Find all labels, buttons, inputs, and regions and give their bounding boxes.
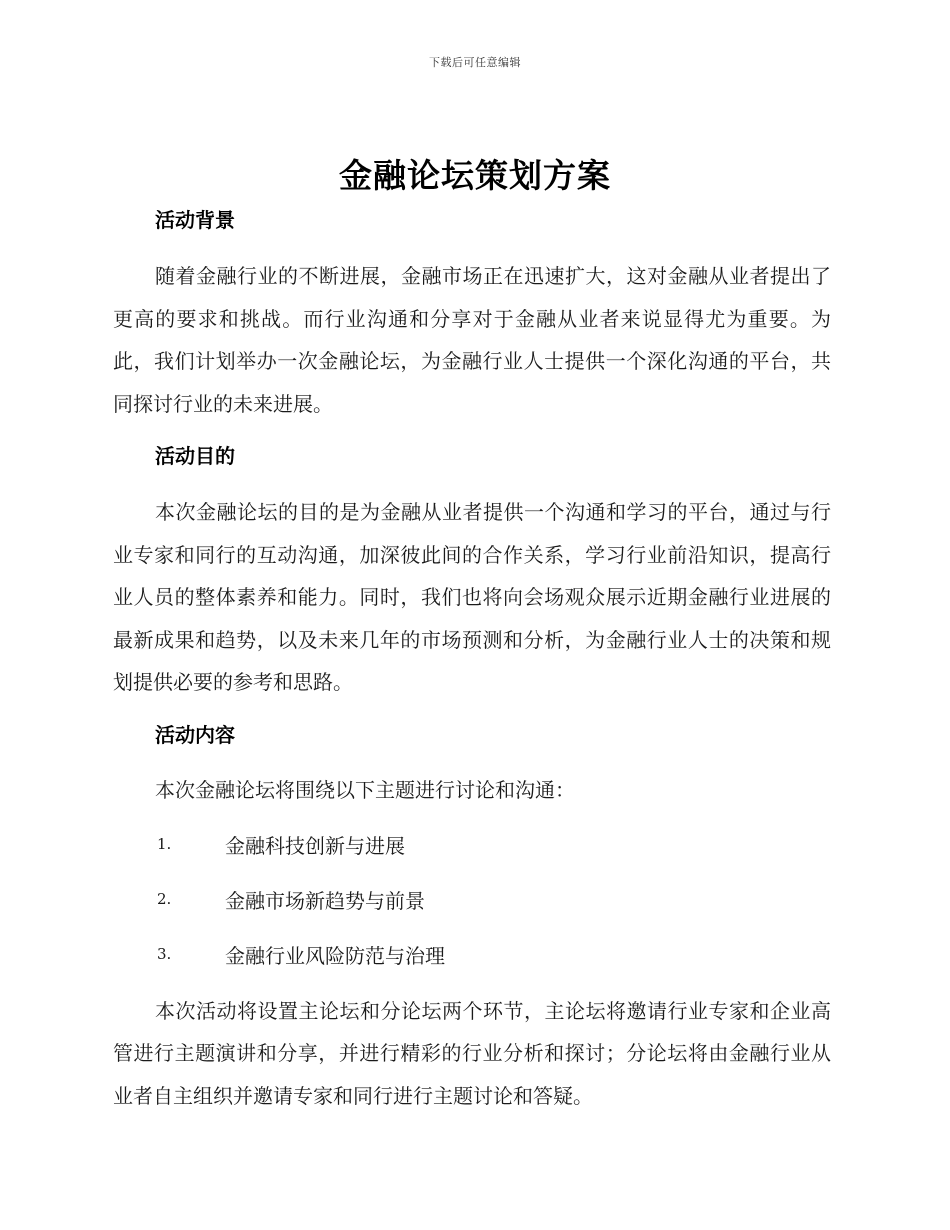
list-item bbox=[113, 817, 831, 872]
list-item-text: 金融市场新趋势与前景 bbox=[225, 888, 425, 913]
topic-list bbox=[113, 817, 831, 982]
section-heading-purpose: 活动目的 bbox=[155, 444, 235, 468]
list-item-number: 2. bbox=[157, 890, 172, 908]
header-note: 下载后可任意编辑 bbox=[429, 56, 521, 69]
list-item-text: 金融行业风险防范与治理 bbox=[225, 943, 445, 968]
purpose-paragraph: 本次金融论坛的目的是为金融从业者提供一个沟通和学习的平台，通过与行业专家和同行的互动沟通，加深彼此间的合作关系，学习行业前沿知识，提高行业人员的整体素养和能力。同时，我们也将向会场观众展示近期金融行业进展的最新成果和趋势，以及未来几年的市场预测和分析，为金融行业人士的决策和规划提供必要的参考和思路。 bbox=[113, 500, 831, 694]
list-item-number: 3. bbox=[157, 945, 172, 963]
section-heading-content: 活动内容 bbox=[155, 722, 235, 747]
list-item-number: 1. bbox=[157, 835, 172, 853]
document-body bbox=[113, 202, 831, 1117]
list-item-text: 金融科技创新与进展 bbox=[225, 833, 405, 858]
document-title: 金融论坛策划方案 bbox=[339, 156, 611, 195]
content-intro: 本次金融论坛将围绕以下主题进行讨论和沟通： bbox=[155, 777, 575, 802]
list-item bbox=[113, 872, 831, 927]
list-item bbox=[113, 927, 831, 982]
content-paragraph: 本次活动将设置主论坛和分论坛两个环节，主论坛将邀请行业专家和企业高管进行主题演讲和分享，并进行精彩的行业分析和探讨；分论坛将由金融行业从业者自主组织并邀请专家和同行进行主题讨论和答疑。 bbox=[113, 998, 831, 1108]
background-paragraph: 随着金融行业的不断进展，金融市场正在迅速扩大，这对金融从业者提出了更高的要求和挑战。而行业沟通和分享对于金融从业者来说显得尤为重要。为此，我们计划举办一次金融论坛，为金融行业人士提供一个深化沟通的平台，共同探讨行业的未来进展。 bbox=[113, 264, 831, 416]
section-heading-background: 活动背景 bbox=[155, 208, 235, 232]
